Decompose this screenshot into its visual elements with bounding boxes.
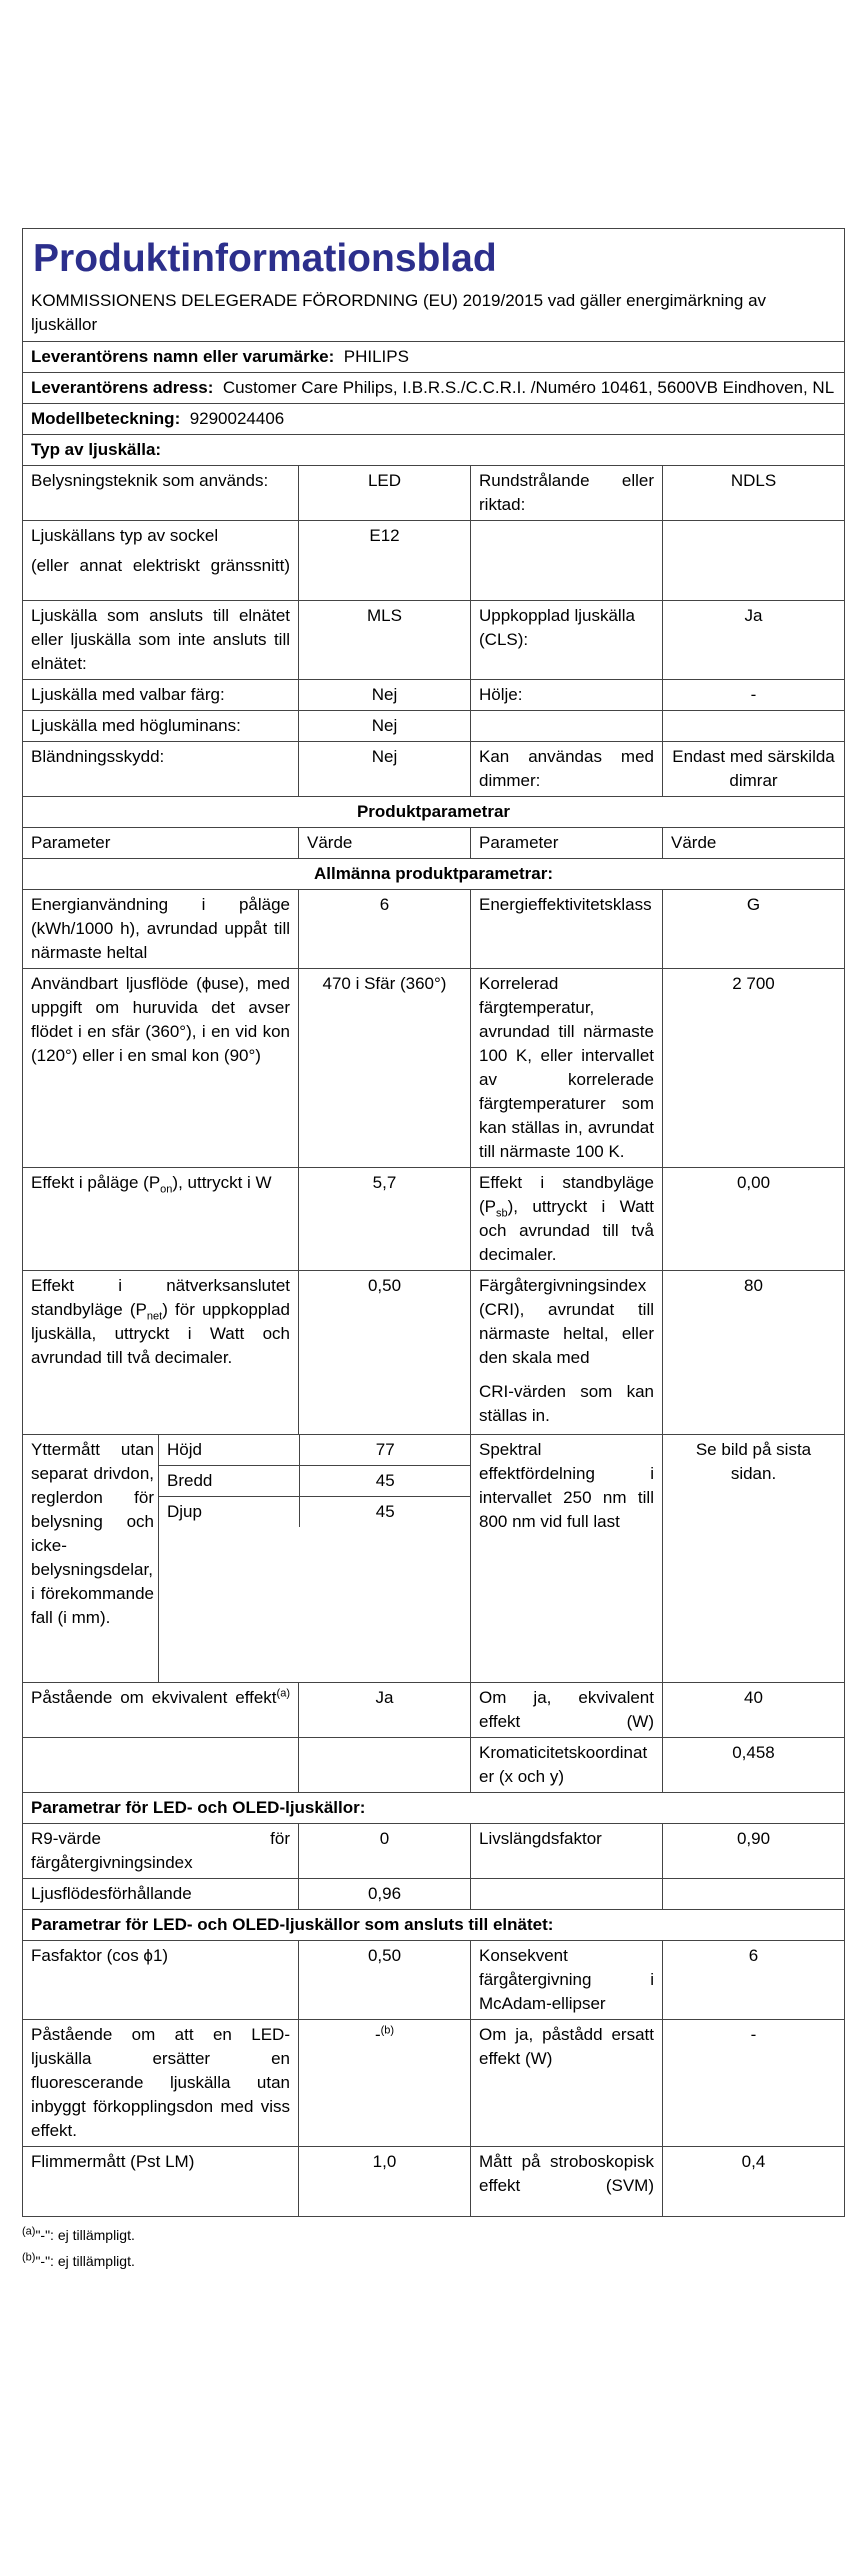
footnote-a [22, 2225, 844, 2245]
dimensions-label: Yttermått utan separat drivdon, reglerdon för belysning och icke-belysningsdelar, i förekommande fall (i mm). [23, 1435, 159, 1683]
dimensions-table [159, 1435, 471, 1527]
flux-value: 470 i Sfär (360°) [299, 969, 471, 1168]
equiv-label: Påstående om ekvivalent effekt [31, 1688, 277, 1707]
flicker-label: Flimmermått (Pst LM) [23, 2147, 299, 2217]
colour-value: Nej [299, 680, 471, 711]
lumen-maintenance-label: Ljusflödesförhållande [23, 1879, 299, 1910]
address-value: Customer Care Philips, I.B.R.S./C.C.R.I. /Numéro 10461, 5600VB Eindhoven, NL [222, 378, 835, 397]
led-heading-row [23, 1793, 845, 1824]
svm-label: Mått på stroboskopisk effekt (SVM) [471, 2147, 663, 2217]
pnet-label-end: ) för uppkopplad ljuskälla, uttryckt i Watt och avrundad till två decimaler. [31, 1300, 290, 1367]
cap-label: Ljuskällans typ av sockel [31, 526, 219, 545]
table-row [23, 890, 845, 969]
col-header-value-2: Värde [663, 828, 845, 859]
pnet-label: Effekt i nätverksanslutet standbyläge (P [31, 1276, 290, 1319]
mains-type-value: MLS [299, 601, 471, 680]
cri-value: 80 [663, 1271, 845, 1435]
survival-label: Livslängdsfaktor [471, 1824, 663, 1879]
footnote-b [22, 2251, 844, 2271]
regulation-text: KOMMISSIONENS DELEGERADE FÖRORDNING (EU) 2019/2015 vad gäller energimärkning av ljuskällor [23, 287, 845, 342]
r9-value: 0 [299, 1824, 471, 1879]
cls-label: Uppkopplad ljuskälla (CLS): [471, 601, 663, 680]
footnote-b-text: "-": ej tillämpligt. [35, 2253, 135, 2269]
cri-label-2: CRI-värden som kan ställas in. [479, 1382, 654, 1425]
colour-label: Ljuskälla med valbar färg: [23, 680, 299, 711]
colour-consistency-value: 6 [663, 1941, 845, 2020]
pnet-subscript: net [146, 1310, 163, 1323]
energy-label: Energianvändning i påläge (kWh/1000 h), avrundad uppåt till närmaste heltal [23, 890, 299, 969]
svm-value: 0,4 [663, 2147, 845, 2217]
energy-class-value: G [663, 890, 845, 969]
table-row [23, 2020, 845, 2147]
model-row [23, 404, 845, 435]
supplier-value: PHILIPS [343, 347, 409, 366]
flicker-value: 1,0 [299, 2147, 471, 2217]
table-row [23, 742, 845, 797]
table-row [23, 2147, 845, 2217]
envelope-label: Hölje: [471, 680, 663, 711]
equiv-power-label: Om ja, ekvivalent effekt (W) [471, 1683, 663, 1738]
high-luminance-value: Nej [299, 711, 471, 742]
r9-label: R9-värde för färgåtergivningsindex [23, 1824, 299, 1879]
width-label: Bredd [159, 1466, 299, 1497]
table-row [23, 1683, 845, 1738]
table-row [23, 466, 845, 521]
model-value: 9290024406 [189, 409, 285, 428]
replacement-power-value: - [663, 2020, 845, 2147]
product-params-heading: Produktparametrar [23, 797, 845, 828]
general-heading: Allmänna produktparametrar: [23, 859, 845, 890]
product-params-heading-row [23, 797, 845, 828]
high-luminance-label: Ljuskälla med högluminans: [23, 711, 299, 742]
flux-label: Användbart ljusflöde (ϕuse), med uppgift om huruvida det avser flödet i en sfär (360°), i en vid kon (120°) eller i en smal kon (90°) [23, 969, 299, 1168]
footnote-b-mark: (b) [22, 2251, 36, 2264]
glare-value: Nej [299, 742, 471, 797]
footnote-a-text: "-": ej tillämpligt. [35, 2227, 135, 2243]
cls-value: Ja [663, 601, 845, 680]
table-row [159, 1435, 471, 1466]
regulation-row [23, 287, 845, 342]
glare-label: Bländningsskydd: [23, 742, 299, 797]
table-row [23, 1435, 845, 1683]
chromaticity-value: 0,458 [663, 1738, 845, 1793]
cri-label: Färgåtergivningsindex (CRI), avrundat till närmaste heltal, eller den skala med [479, 1276, 654, 1367]
model-label: Modellbeteckning: [31, 409, 181, 428]
table-row [23, 521, 845, 601]
directional-label: Rundstrålande eller riktad: [471, 466, 663, 521]
dimmable-value: Endast med särskilda dimrar [663, 742, 845, 797]
dimmable-label: Kan användas med dimmer: [471, 742, 663, 797]
general-heading-row [23, 859, 845, 890]
tech-value: LED [299, 466, 471, 521]
envelope-value: - [663, 680, 845, 711]
column-header-row [23, 828, 845, 859]
table-row [23, 601, 845, 680]
address-label: Leverantörens adress: [31, 378, 214, 397]
cap-label-2: (eller annat elektriskt gränssnitt) [31, 556, 290, 575]
address-row [23, 373, 845, 404]
led-heading: Parametrar för LED- och OLED-ljuskällor: [23, 1793, 845, 1824]
table-row [23, 1824, 845, 1879]
mains-heading-row [23, 1910, 845, 1941]
energy-class-label: Energieffektivitetsklass [471, 890, 663, 969]
table-row [23, 1879, 845, 1910]
type-heading: Typ av ljuskälla: [23, 435, 845, 466]
depth-label: Djup [159, 1497, 299, 1528]
col-header-param: Parameter [23, 828, 299, 859]
spd-label: Spektral effektfördelning i intervallet 250 nm till 800 nm vid full last [471, 1435, 663, 1683]
spd-value: Se bild på sista sidan. [663, 1435, 845, 1683]
replacement-power-label: Om ja, påstådd ersatt effekt (W) [471, 2020, 663, 2147]
chromaticity-label: Kromaticitetskoordinater (x och y) [471, 1738, 663, 1793]
cct-value: 2 700 [663, 969, 845, 1168]
table-row [23, 1168, 845, 1271]
pon-label-end: ), uttryckt i W [172, 1173, 272, 1192]
table-row [23, 1271, 845, 1435]
supplier-label: Leverantörens namn eller varumärke: [31, 347, 335, 366]
col-header-param-2: Parameter [471, 828, 663, 859]
energy-value: 6 [299, 890, 471, 969]
psb-label-end: ), uttryckt i Watt och avrundad till två decimaler. [479, 1197, 654, 1264]
pon-value: 5,7 [299, 1168, 471, 1271]
type-heading-row [23, 435, 845, 466]
replacement-value: - [374, 2025, 381, 2044]
psb-value: 0,00 [663, 1168, 845, 1271]
height-label: Höjd [159, 1435, 299, 1466]
equiv-power-value: 40 [663, 1683, 845, 1738]
depth-value: 45 [299, 1497, 471, 1528]
table-row [159, 1466, 471, 1497]
col-header-value: Värde [299, 828, 471, 859]
info-table [22, 228, 845, 2217]
supplier-row [23, 342, 845, 373]
psb-label: Effekt i standbyläge (P [479, 1173, 654, 1216]
page-title: Produktinformationsblad [33, 237, 497, 280]
pon-label: Effekt i påläge (P [31, 1173, 161, 1192]
height-value: 77 [299, 1435, 471, 1466]
mains-type-label: Ljuskälla som ansluts till elnätet eller ljuskälla som inte ansluts till elnätet: [23, 601, 299, 680]
psb-subscript: sb [496, 1207, 508, 1220]
cct-label: Korrelerad färgtemperatur, avrundad till närmaste 100 K, eller intervallet av korrelerade färgtemperaturer som kan ställas in, avrundat till närmaste 100 K. [471, 969, 663, 1168]
equiv-footnote-mark: (a) [276, 1687, 290, 1700]
tech-label: Belysningsteknik som används: [23, 466, 299, 521]
pon-subscript: on [160, 1183, 173, 1196]
table-row [23, 969, 845, 1168]
equiv-value: Ja [299, 1683, 471, 1738]
power-factor-value: 0,50 [299, 1941, 471, 2020]
survival-value: 0,90 [663, 1824, 845, 1879]
footnote-a-mark: (a) [22, 2225, 36, 2238]
title-row [23, 229, 845, 288]
power-factor-label: Fasfaktor (cos ϕ1) [23, 1941, 299, 2020]
directional-value: NDLS [663, 466, 845, 521]
table-row [23, 680, 845, 711]
table-row [23, 711, 845, 742]
table-row [159, 1497, 471, 1528]
product-information-sheet [22, 228, 844, 2277]
colour-consistency-label: Konsekvent färgåtergivning i McAdam-ellipser [471, 1941, 663, 2020]
replacement-footnote-mark: (b) [380, 2024, 395, 2037]
footnotes [22, 2225, 844, 2271]
table-row [23, 1941, 845, 2020]
lumen-maintenance-value: 0,96 [299, 1879, 471, 1910]
cap-value: E12 [299, 521, 471, 601]
table-row [23, 1738, 845, 1793]
width-value: 45 [299, 1466, 471, 1497]
pnet-value: 0,50 [299, 1271, 471, 1435]
mains-heading: Parametrar för LED- och OLED-ljuskällor som ansluts till elnätet: [23, 1910, 845, 1941]
replacement-label: Påstående om att en LED-ljuskälla ersätter en fluorescerande ljuskälla utan inbyggt förkopplingsdon med viss effekt. [23, 2020, 299, 2147]
